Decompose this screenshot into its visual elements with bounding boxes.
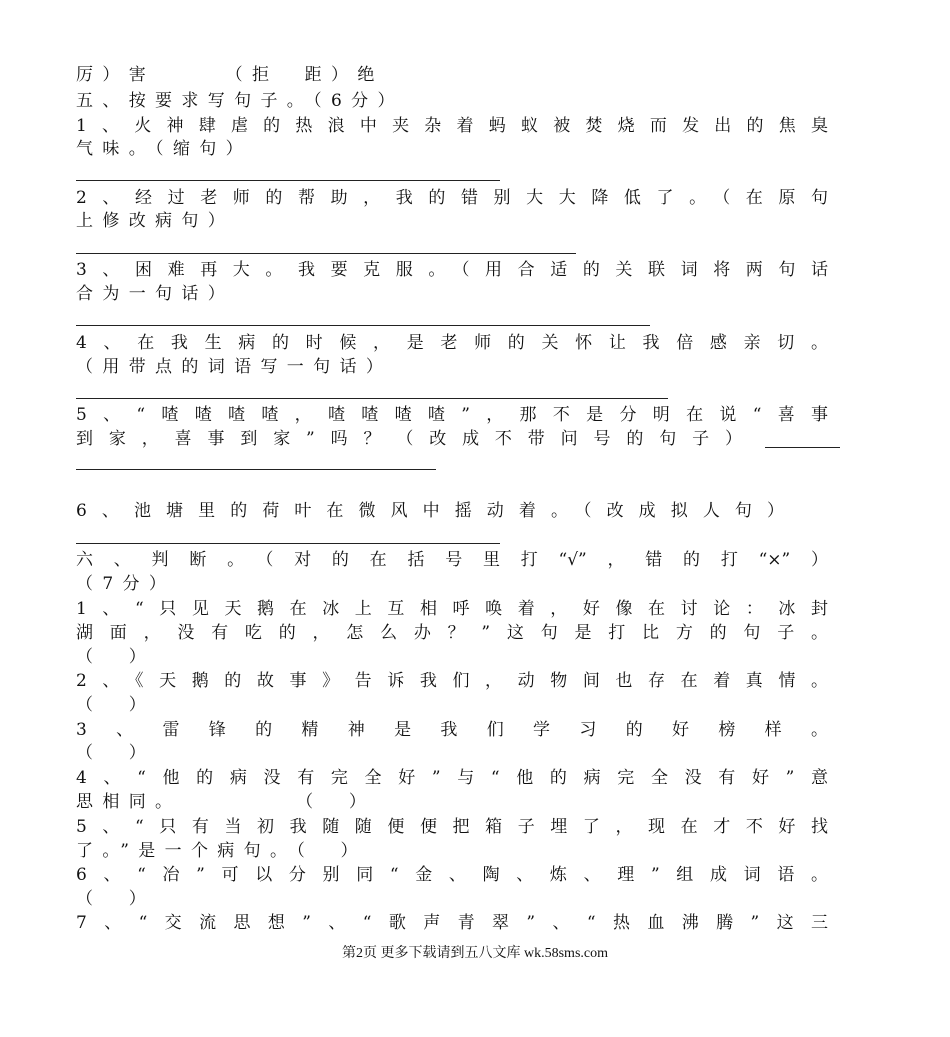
answer-bracket: （ ） — [76, 647, 156, 667]
answer-bracket: （ ） — [76, 743, 156, 763]
text-line: 5、“只有当初我随随便便把箱子埋了，现在才不好找 — [76, 817, 828, 837]
text-line: 思相同。 （ ） — [76, 792, 376, 812]
answer-bracket: （ ） — [76, 889, 156, 909]
text-line: 上修改病句） — [76, 211, 235, 231]
text-line: 到家，喜事到家”吗？（改成不带问号的句子） — [76, 429, 742, 449]
text-line: 2、经过老师的帮助，我的错别大大降低了。（在原句 — [76, 188, 828, 208]
answer-line — [76, 325, 650, 326]
text-line: 2、《天鹅的故事》告诉我们，动物间也存在着真情。 — [76, 671, 828, 691]
answer-line — [76, 180, 500, 181]
section-heading: 五、按要求写句子。（6分） — [76, 91, 404, 111]
page-footer: 第2页 更多下载请到五八文库 wk.58sms.com — [342, 946, 608, 961]
answer-bracket: （ ） — [76, 695, 156, 715]
text-line: （7分） — [76, 574, 176, 594]
text-line: 合为一句话） — [76, 284, 235, 304]
text-line: 6、“冶”可以分别同“金、陶、炼、理”组成词语。 — [76, 865, 828, 885]
answer-line — [76, 543, 500, 544]
text-line: 4、在我生病的时候，是老师的关怀让我倍感亲切。 — [76, 333, 828, 353]
text-line: 湖面，没有吃的，怎么办？”这句是打比方的句子。 — [76, 623, 828, 643]
text-line: 了。”是一个病句。（ ） — [76, 841, 367, 861]
text-line: 3、雷锋的精神是我们学习的好榜样。 — [76, 720, 828, 740]
answer-line — [76, 253, 576, 254]
text-line: 4、“他的病没有完全好”与“他的病完全没有好”意 — [76, 768, 828, 788]
section-heading: 六、判断。（对的在括号里打“√”，错的打“×”） — [76, 550, 828, 570]
text-line: 7、“交流思想”、“歌声青翠”、“热血沸腾”这三 — [76, 913, 828, 933]
answer-line — [76, 469, 436, 470]
text-line: 3、困难再大。我要克服。（用合适的关联词将两句话 — [76, 260, 828, 280]
answer-line — [765, 447, 840, 448]
text-line: 1、“只见天鹅在冰上互相呼唤着，好像在讨论：冰封 — [76, 599, 828, 619]
text-line: 5、“喳喳喳喳，喳喳喳喳”，那不是分明在说“喜事 — [76, 405, 828, 425]
text-line: 厉）害 （拒 距）绝 — [76, 65, 384, 85]
answer-line — [76, 398, 668, 399]
text-line: （用带点的词语写一句话） — [76, 357, 393, 377]
text-line: 气味。（缩句） — [76, 139, 252, 159]
text-line: 6、池塘里的荷叶在微风中摇动着。（改成拟人句） — [76, 501, 784, 521]
text-line: 1、火神肆虐的热浪中夹杂着蚂蚁被焚烧而发出的焦臭 — [76, 116, 828, 136]
